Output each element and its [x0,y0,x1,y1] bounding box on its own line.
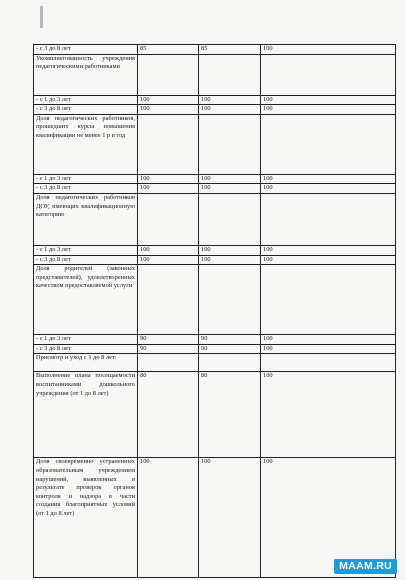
table-row [34,105,396,115]
value-cell [199,114,261,174]
value-cell [138,114,199,174]
value-cell [261,354,396,372]
indicator-cell: - с 1 до 3 лет [34,174,138,184]
table-row [34,255,396,265]
table-row [34,174,396,184]
indicators-table-body [34,45,396,578]
value-cell: 100 [199,105,261,115]
table-row [34,245,396,255]
table-row [34,354,396,372]
value-cell: 90 [199,344,261,354]
indicator-cell: - с 3 до 8 лет [34,45,138,55]
value-cell: 100 [261,372,396,458]
table-row [34,344,396,354]
indicator-cell: - с 3 до 8 лет [34,344,138,354]
value-cell: 100 [261,245,396,255]
value-cell: 100 [199,458,261,578]
value-cell [261,114,396,174]
table-row [34,54,396,95]
indicator-cell: Выполнение плана посещаемости воспитанниками дошкольного учреждения (от 1 до 8 лет) [34,372,138,458]
value-cell: 100 [138,174,199,184]
table-row [34,184,396,194]
value-cell [138,54,199,95]
value-cell: 100 [261,105,396,115]
table-row [34,372,396,458]
site-watermark: MAAM.RU [334,559,397,574]
value-cell [261,193,396,245]
value-cell [199,193,261,245]
value-cell [261,54,396,95]
table-row [34,265,396,335]
value-cell [138,265,199,335]
value-cell: 90 [199,335,261,345]
value-cell: 100 [261,335,396,345]
value-cell: 100 [138,458,199,578]
indicators-table [33,44,396,578]
value-cell: 100 [199,184,261,194]
indicator-cell: - с 1 до 3 лет [34,335,138,345]
indicator-cell: Доля педагогических работников, прошедших курсы повышения квалификации не менее 1 р в год [34,114,138,174]
indicator-cell: Доля своевременно устраненных образовательным учреждением нарушений, выявленных в результате проверок органов контроля и надзора в части создания благоприятных условий (от 1 до 8 лет) [34,458,138,578]
table-row [34,114,396,174]
table-row [34,45,396,55]
value-cell [138,354,199,372]
value-cell: 100 [261,255,396,265]
value-cell: 85 [199,45,261,55]
value-cell: 90 [138,344,199,354]
value-cell: 100 [138,255,199,265]
value-cell: 100 [199,245,261,255]
indicator-cell: - с 1 до 3 лет [34,95,138,105]
value-cell: 100 [261,184,396,194]
value-cell: 100 [261,95,396,105]
value-cell: 100 [261,458,396,578]
indicator-cell: Доля родителей (законных представителей), удовлетворенных качеством предоставляемой услуги [34,265,138,335]
indicator-cell: - с 3 до 8 лет [34,184,138,194]
value-cell: 100 [138,95,199,105]
indicator-cell: - с 3 до 8 лет [34,105,138,115]
indicator-cell: - с 3 до 8 лет [34,255,138,265]
value-cell: 100 [199,255,261,265]
scan-edge-mark [40,6,43,28]
table-row [34,193,396,245]
indicator-cell: Укомплектованность учреждения педагогическими работниками [34,54,138,95]
value-cell: 100 [138,184,199,194]
table-row [34,335,396,345]
value-cell: 85 [138,45,199,55]
value-cell: 100 [138,105,199,115]
value-cell [261,265,396,335]
value-cell [199,54,261,95]
value-cell: 100 [261,45,396,55]
value-cell: 100 [138,245,199,255]
value-cell: 90 [138,335,199,345]
value-cell: 80 [138,372,199,458]
value-cell: 100 [199,95,261,105]
value-cell: 100 [199,174,261,184]
value-cell: 80 [199,372,261,458]
value-cell [199,354,261,372]
indicator-cell: Доля педагогических работников ДОУ, имеющих квалификационную категорию [34,193,138,245]
value-cell: 100 [261,344,396,354]
value-cell [199,265,261,335]
value-cell [138,193,199,245]
indicator-cell: Присмотр и уход с 1 до 8 лет: [34,354,138,372]
value-cell: 100 [261,174,396,184]
indicator-cell: - с 1 до 3 лет [34,245,138,255]
table-row [34,95,396,105]
